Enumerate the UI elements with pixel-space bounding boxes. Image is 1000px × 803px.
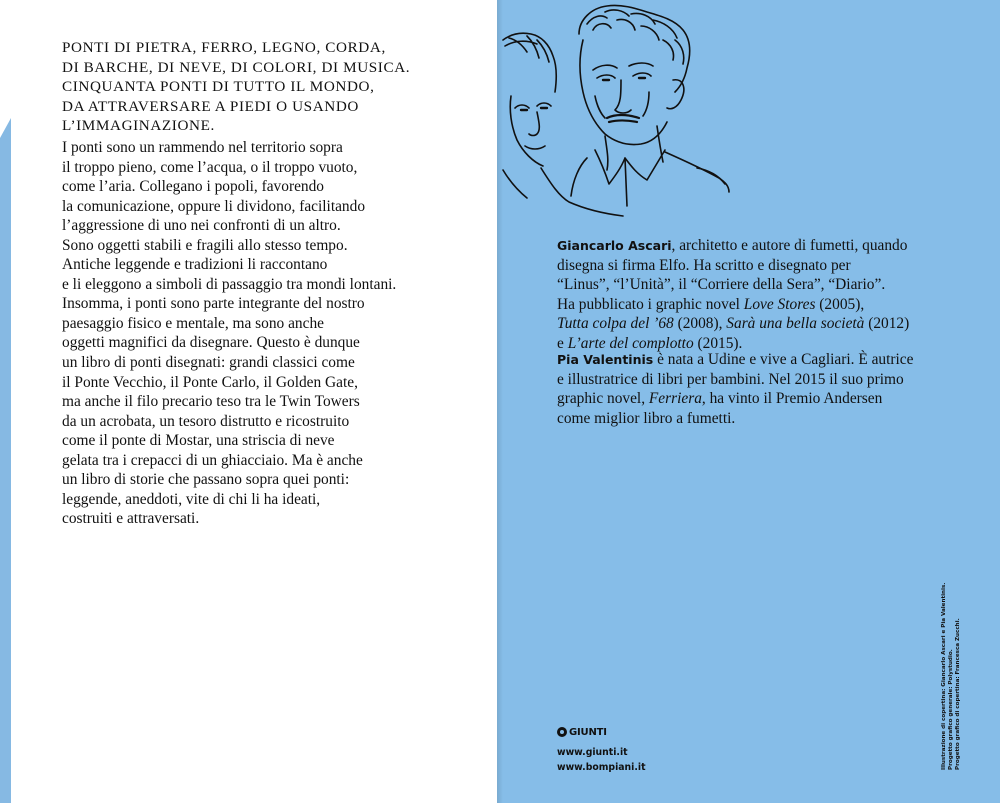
bio-text: , architetto e autore di fumetti, quando	[671, 237, 908, 254]
man-hair-outline	[579, 5, 690, 92]
bio-text: Ha pubblicato i graphic novel	[557, 295, 744, 313]
giunti-logo-icon	[557, 727, 567, 737]
bio-valentinis	[557, 350, 967, 428]
body-line: leggende, aneddoti, vite di chi li ha ideati,	[62, 490, 321, 508]
bio-text: (2005),	[815, 295, 865, 313]
body-line: Insomma, i ponti sono parte integrante del nostro	[62, 295, 365, 313]
woman-nose	[529, 112, 539, 136]
bio-text: e	[557, 334, 568, 352]
bio-line	[557, 236, 967, 256]
body-line: un libro di storie che passano sopra quei ponti:	[62, 471, 350, 489]
body-line: Antiche leggende e tradizioni li raccontano	[62, 256, 328, 274]
man-nose	[615, 80, 631, 113]
body-line: paesaggio fisico e mentale, ma sono anche	[62, 314, 324, 332]
bio-line: come miglior libro a fumetti.	[557, 409, 736, 427]
body-line: la comunicazione, oppure li dividono, facilitando	[62, 197, 366, 215]
body-line: ma anche il filo precario teso tra le Twin Towers	[62, 393, 360, 411]
body-line: Sono oggetti stabili e fragili allo stesso tempo.	[62, 236, 348, 254]
bio-line	[557, 350, 967, 370]
man-eyebrows	[593, 63, 653, 70]
credit-line: Progetto grafico generale: Polystudio.	[948, 649, 954, 770]
book-title: L’arte del complotto	[567, 334, 694, 352]
woman-mouth	[525, 146, 545, 149]
body-line: come il ponte di Mostar, una striscia di neve	[62, 432, 335, 450]
bio-line: disegna si firma Elfo. Ha scritto e disegnato per	[557, 256, 851, 274]
publisher-urls	[557, 745, 646, 775]
intro-line: DI BARCHE, DI NEVE, DI COLORI, DI MUSICA.	[62, 58, 411, 76]
bio-text: , ha vinto il Premio Andersen	[701, 390, 883, 407]
url-giunti: www.giunti.it	[557, 747, 628, 758]
bio-text: graphic novel,	[557, 390, 649, 407]
intro-caps	[62, 38, 482, 136]
body-line: I ponti sono un rammendo nel territorio sopra	[62, 139, 343, 156]
bio-ascari	[557, 236, 967, 353]
description-text	[62, 138, 482, 529]
authors-portrait-illustration	[497, 0, 757, 230]
design-credits	[941, 583, 962, 770]
bio-text: (2008),	[673, 315, 727, 332]
body-line: l’aggressione di uno nei confronti di un altro.	[62, 217, 341, 235]
book-title: Tutta colpa del ’68	[557, 315, 674, 332]
bio-line	[557, 389, 967, 409]
publisher-logo-text: GIUNTI	[569, 726, 607, 738]
bio-line	[557, 295, 967, 315]
man-neck	[605, 126, 663, 170]
body-line: il troppo pieno, come l’acqua, o il troppo vuoto,	[62, 158, 358, 176]
intro-line: DA ATTRAVERSARE A PIEDI O USANDO	[62, 97, 359, 115]
body-line: costruiti e attraversati.	[62, 510, 200, 528]
url-bompiani: www.bompiani.it	[557, 762, 646, 773]
author-name-valentinis: Pia Valentinis	[557, 352, 654, 367]
intro-line: PONTI DI PIETRA, FERRO, LEGNO, CORDA,	[62, 39, 386, 56]
book-title: Ferriera	[648, 390, 702, 407]
book-title: Sarà una bella società	[726, 315, 865, 332]
bio-line: e illustratrice di libri per bambini. Nel 2015 il suo primo	[557, 370, 904, 388]
credit-line: Progetto grafico di copertina: Francesca Zucchi.	[955, 618, 961, 770]
man-face-outline	[580, 40, 667, 145]
book-title: Love Stores	[743, 295, 816, 313]
man-mustache	[607, 115, 639, 122]
body-line: come l’aria. Collegano i popoli, favorendo	[62, 178, 324, 196]
body-line: gelata tra i crepacci di un ghiacciaio. Ma è anche	[62, 451, 363, 469]
intro-line: CINQUANTA PONTI DI TUTTO IL MONDO,	[62, 78, 375, 95]
man-shirt	[571, 152, 729, 206]
bio-line	[557, 314, 967, 334]
man-collar	[595, 150, 665, 184]
intro-line: L’IMMAGINAZIONE.	[62, 117, 215, 134]
body-line: il Ponte Vecchio, il Ponte Carlo, il Golden Gate,	[62, 373, 358, 391]
body-line: un libro di ponti disegnati: grandi classici come	[62, 354, 355, 372]
man-shoulder	[697, 168, 725, 184]
author-name-ascari: Giancarlo Ascari	[557, 238, 672, 253]
woman-shoulder-line	[503, 170, 527, 198]
publisher-logo	[557, 725, 657, 739]
man-hair-curls	[587, 10, 684, 64]
woman-neck-shoulder	[541, 168, 623, 216]
man-pupils	[603, 78, 645, 80]
body-line: da un acrobata, un tesoro distrutto e ricostruito	[62, 412, 350, 430]
body-line: oggetti magnifici da disegnare. Questo è dunque	[62, 334, 360, 352]
body-line: e li eleggono a simboli di passaggio tra mondi lontani.	[62, 275, 397, 293]
woman-pupils	[521, 108, 547, 110]
bio-text: (2015).	[693, 334, 743, 352]
bio-text: è nata a Udine e vive a Cagliari. È autrice	[653, 351, 914, 368]
credit-line: Illustrazione di copertina: Giancarlo Ascari e Pia Valentinis.	[941, 582, 947, 770]
left-page-edge	[0, 118, 11, 803]
bio-text: (2012)	[864, 315, 910, 332]
bio-line: “Linus”, “l’Unità”, il “Corriere della Sera”, “Diario”.	[557, 276, 886, 293]
